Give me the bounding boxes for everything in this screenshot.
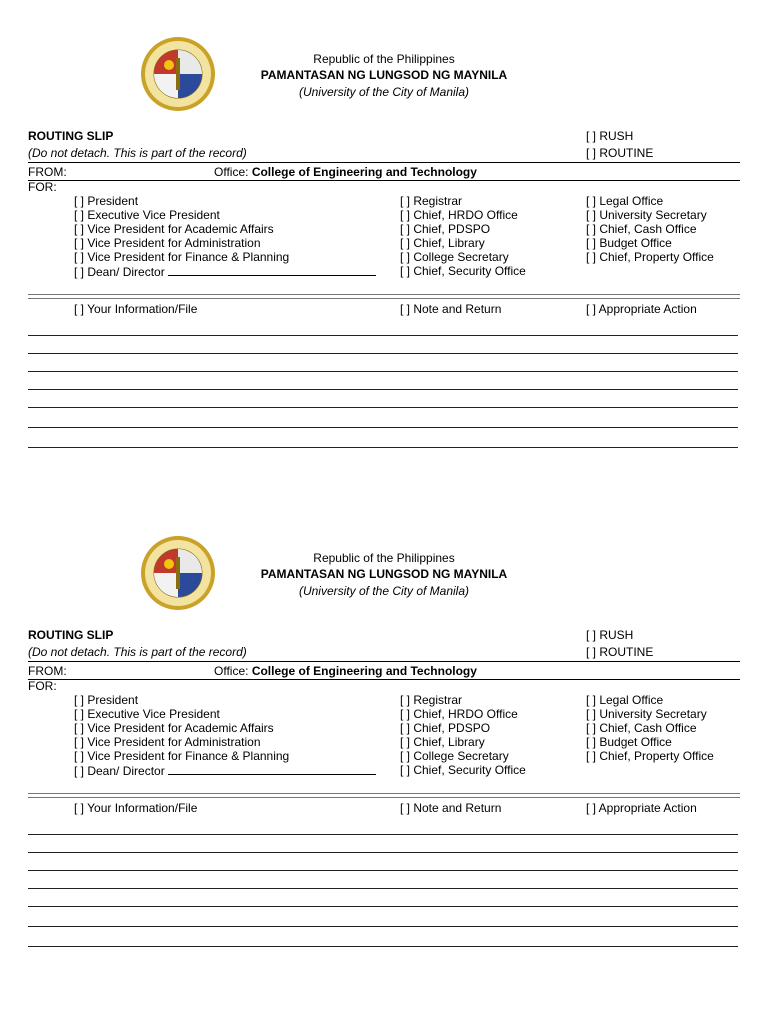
divider [28,793,740,794]
routine-checkbox[interactable]: [ ] ROUTINE [586,146,654,160]
remarks-line[interactable] [28,447,738,448]
for-dean-director[interactable] [74,763,376,778]
for-registrar[interactable]: [ ] Registrar [400,194,463,208]
for-dean-director[interactable] [74,264,376,279]
remarks-line[interactable] [28,870,738,871]
for-hrdo[interactable]: [ ] Chief, HRDO Office [400,208,518,222]
university-english-name: (University of the City of Manila) [298,85,470,99]
for-cash[interactable]: [ ] Chief, Cash Office [586,721,697,735]
remarks-line[interactable] [28,852,738,853]
for-president[interactable]: [ ] President [74,693,139,707]
for-vp-admin[interactable]: [ ] Vice President for Administration [74,735,261,749]
for-president[interactable]: [ ] President [74,194,139,208]
for-pdspo[interactable]: [ ] Chief, PDSPO [400,222,491,236]
remarks-line[interactable] [28,389,738,390]
office-label: Office: [214,664,249,678]
dean-director-blank[interactable] [168,763,376,775]
action-appropriate[interactable]: [ ] Appropriate Action [586,801,697,815]
for-library[interactable]: [ ] Chief, Library [400,236,485,250]
office-label: Office: [214,165,249,179]
for-security[interactable]: [ ] Chief, Security Office [400,264,526,278]
routine-checkbox[interactable]: [ ] ROUTINE [586,645,654,659]
for-vp-finance[interactable]: [ ] Vice President for Finance & Planning [74,250,290,264]
remarks-line[interactable] [28,353,738,354]
action-information-file[interactable]: [ ] Your Information/File [74,801,198,815]
for-vp-admin[interactable]: [ ] Vice President for Administration [74,236,261,250]
for-university-secretary[interactable]: [ ] University Secretary [586,208,707,222]
for-budget[interactable]: [ ] Budget Office [586,735,672,749]
action-note-return[interactable]: [ ] Note and Return [400,801,502,815]
divider [28,661,740,662]
for-college-secretary[interactable]: [ ] College Secretary [400,250,509,264]
action-note-return[interactable]: [ ] Note and Return [400,302,502,316]
dean-director-blank[interactable] [168,264,376,276]
divider [28,797,740,798]
remarks-line[interactable] [28,335,738,336]
slip-note: (Do not detach. This is part of the record) [28,146,247,160]
for-label: FOR: [28,679,57,693]
rush-checkbox[interactable]: [ ] RUSH [586,628,634,642]
for-security[interactable]: [ ] Chief, Security Office [400,763,526,777]
university-english-name: (University of the City of Manila) [298,584,470,598]
for-library[interactable]: [ ] Chief, Library [400,735,485,749]
for-pdspo[interactable]: [ ] Chief, PDSPO [400,721,491,735]
office-value: College of Engineering and Technology [251,165,477,179]
for-property[interactable]: [ ] Chief, Property Office [586,250,714,264]
office-line [214,664,477,678]
for-budget[interactable]: [ ] Budget Office [586,236,672,250]
republic-text: Republic of the Philippines [313,551,455,565]
remarks-line[interactable] [28,906,738,907]
action-appropriate[interactable]: [ ] Appropriate Action [586,302,697,316]
for-executive-vp[interactable]: [ ] Executive Vice President [74,208,220,222]
remarks-line[interactable] [28,888,738,889]
for-legal[interactable]: [ ] Legal Office [586,194,664,208]
for-property[interactable]: [ ] Chief, Property Office [586,749,714,763]
remarks-line[interactable] [28,926,738,927]
routing-slip-2 [0,499,768,919]
from-label: FROM: [28,664,67,678]
remarks-line[interactable] [28,407,738,408]
remarks-line[interactable] [28,371,738,372]
university-name: PAMANTASAN NG LUNGSOD NG MAYNILA [260,68,508,82]
slip-title: ROUTING SLIP [28,628,114,642]
republic-text: Republic of the Philippines [313,52,455,66]
action-information-file[interactable]: [ ] Your Information/File [74,302,198,316]
divider [28,298,740,299]
for-university-secretary[interactable]: [ ] University Secretary [586,707,707,721]
slip-title: ROUTING SLIP [28,129,114,143]
for-vp-academic[interactable]: [ ] Vice President for Academic Affairs [74,222,274,236]
for-registrar[interactable]: [ ] Registrar [400,693,463,707]
for-legal[interactable]: [ ] Legal Office [586,693,664,707]
dean-director-label: [ ] Dean/ Director [74,265,165,279]
office-line [214,165,477,179]
routing-slip-1 [0,0,768,420]
for-label: FOR: [28,180,57,194]
divider [28,679,740,680]
for-hrdo[interactable]: [ ] Chief, HRDO Office [400,707,518,721]
for-cash[interactable]: [ ] Chief, Cash Office [586,222,697,236]
remarks-line[interactable] [28,427,738,428]
divider [28,180,740,181]
for-vp-academic[interactable]: [ ] Vice President for Academic Affairs [74,721,274,735]
slip-note: (Do not detach. This is part of the record) [28,645,247,659]
remarks-line[interactable] [28,946,738,947]
university-name: PAMANTASAN NG LUNGSOD NG MAYNILA [260,567,508,581]
rush-checkbox[interactable]: [ ] RUSH [586,129,634,143]
for-college-secretary[interactable]: [ ] College Secretary [400,749,509,763]
remarks-line[interactable] [28,834,738,835]
divider [28,162,740,163]
office-value: College of Engineering and Technology [251,664,477,678]
divider [28,294,740,295]
for-executive-vp[interactable]: [ ] Executive Vice President [74,707,220,721]
for-vp-finance[interactable]: [ ] Vice President for Finance & Planning [74,749,290,763]
dean-director-label: [ ] Dean/ Director [74,764,165,778]
from-label: FROM: [28,165,67,179]
